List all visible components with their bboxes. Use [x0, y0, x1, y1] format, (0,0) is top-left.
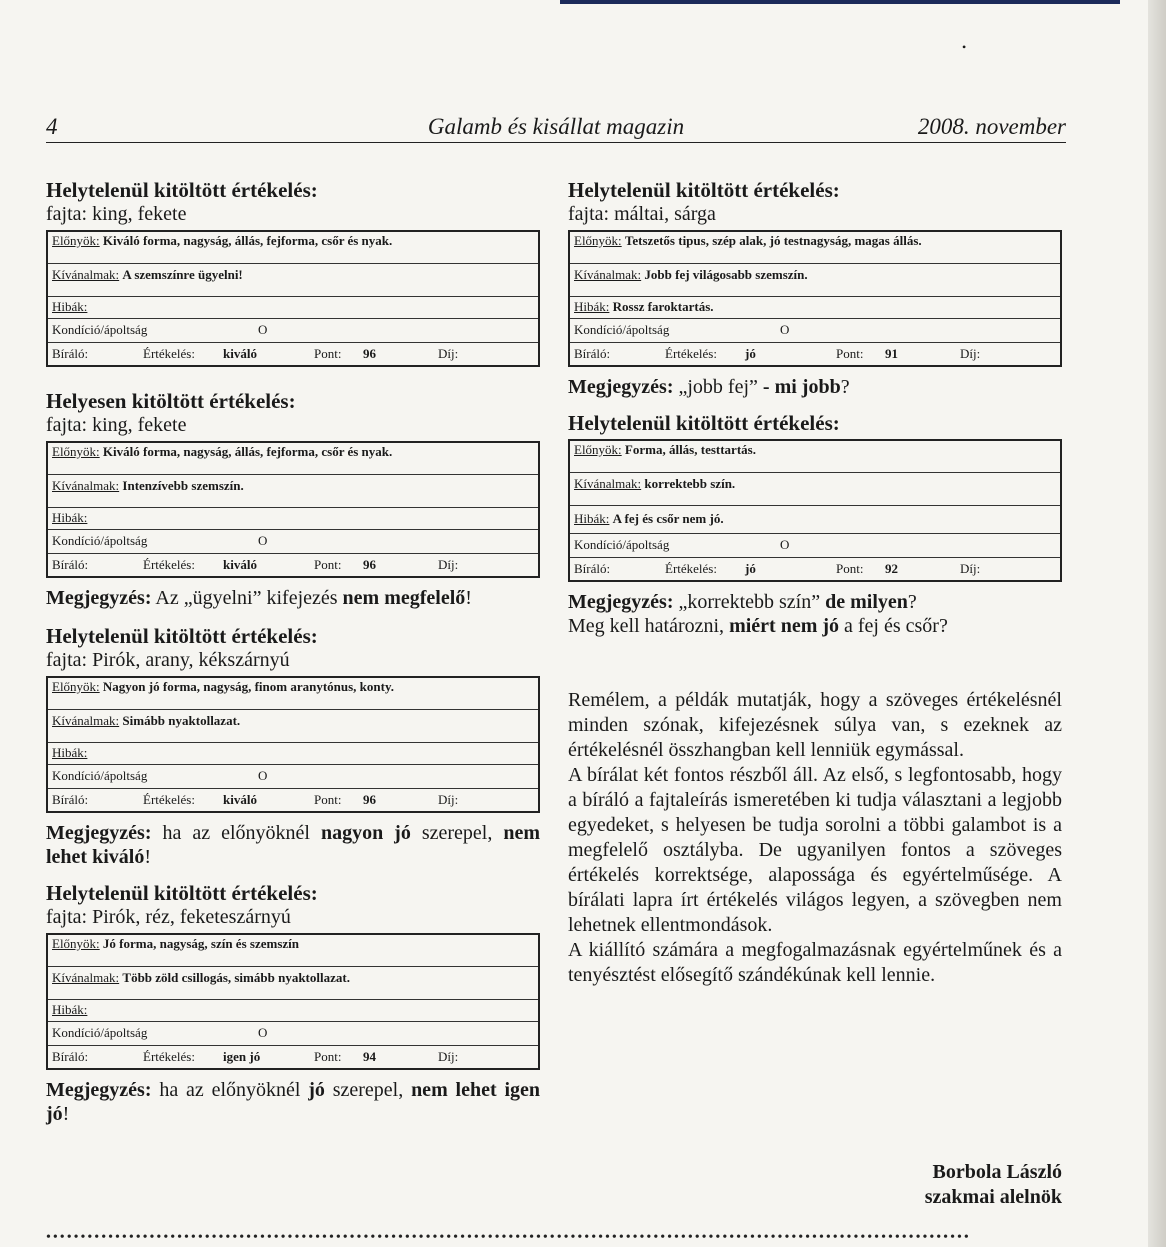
form-row-faults	[570, 506, 1060, 534]
condition-label: Kondíció/ápoltság	[52, 1025, 148, 1040]
prize-label: Díj:	[438, 792, 459, 807]
form-row-faults	[48, 297, 538, 319]
advantages-value: Forma, állás, testtartás.	[624, 442, 756, 457]
advantages-label: Előnyök:	[52, 233, 100, 248]
condition-value: O	[780, 537, 790, 552]
form-row-condition	[48, 530, 538, 554]
evaluation-form	[568, 230, 1062, 367]
note-label: Megjegyzés:	[46, 1079, 152, 1101]
form-row-requirements	[48, 264, 538, 297]
body-paragraph: A bírálat két fontos részből áll. Az első, s legfontosabb, hogy a bíráló a fajtaleírás ismeretében ki tudja választani a legjobb egyedeket, s helyesen be tudja sorolni a többi galambot is a megfelelő osztályba. De ugyanilyen fontos a szöveges értékelés korrektsége, alapossága és egyértelműsége. A bírálati lapra írt értékelés világos legyen, a szövegben nem lehetnek ellentmondások.	[568, 764, 1062, 936]
breed-line: fajta: king, fekete	[46, 414, 187, 436]
requirements-value: korrektebb szín.	[644, 476, 736, 491]
note-emphasis: miért nem jó	[729, 615, 840, 637]
condition-label: Kondíció/ápoltság	[574, 537, 670, 552]
form-row-requirements	[48, 710, 538, 743]
note-text: !	[62, 1103, 70, 1125]
faults-label: Hibák:	[52, 510, 88, 525]
faults-label: Hibák:	[574, 511, 610, 526]
requirements-value: A szemszínre ügyelni!	[122, 267, 243, 282]
requirements-label: Kívánalmak:	[574, 476, 642, 491]
note	[46, 1078, 540, 1126]
condition-value: O	[780, 322, 790, 337]
form-row-condition	[48, 319, 538, 343]
note-text: ha az előnyöknél	[151, 1079, 309, 1101]
example-title: Helytelenül kitöltött értékelés:	[46, 178, 318, 202]
note-emphasis: nem lehet kiváló	[46, 822, 541, 868]
rating-label: Értékelés:	[665, 346, 717, 361]
note-text: Meg kell határozni,	[568, 615, 730, 637]
body-paragraph: Remélem, a példák mutatják, hogy a szöveges értékelésnél minden szónak, kifejezésnek súlya van, s ezeknek az értékelésnél összhangban kell lenniük egymással.	[568, 689, 1062, 761]
prize-label: Díj:	[960, 346, 981, 361]
form-row-advantages	[570, 232, 1060, 264]
note	[568, 375, 1062, 399]
advantages-label: Előnyök:	[52, 679, 100, 694]
form-row-advantages	[570, 441, 1060, 473]
signature	[925, 1160, 1062, 1210]
points-label: Pont:	[314, 346, 342, 361]
note-label: Megjegyzés:	[46, 822, 152, 844]
advantages-label: Előnyök:	[574, 233, 622, 248]
speck-mark: •	[962, 40, 967, 54]
points-value: 91	[885, 346, 898, 361]
form-row-judge	[570, 558, 1060, 580]
requirements-label: Kívánalmak:	[52, 713, 120, 728]
faults-label: Hibák:	[52, 299, 88, 314]
judge-label: Bíráló:	[52, 557, 89, 572]
faults-value: Rossz faroktartás.	[612, 299, 714, 314]
form-row-advantages	[48, 232, 538, 264]
breed-line: fajta: Pirók, réz, feketeszárnyú	[46, 906, 291, 928]
top-edge-line	[560, 0, 1120, 4]
rating-label: Értékelés:	[143, 792, 195, 807]
evaluation-form	[46, 676, 540, 813]
example-title: Helytelenül kitöltött értékelés:	[568, 178, 840, 202]
advantages-label: Előnyök:	[574, 442, 622, 457]
note-emphasis: nagyon jó	[320, 822, 411, 844]
breed-line: fajta: máltai, sárga	[568, 203, 716, 225]
note-emphasis: - mi jobb	[762, 376, 841, 398]
note-text: „korrektebb szín”	[673, 591, 826, 613]
rating-label: Értékelés:	[143, 1049, 195, 1064]
evaluation-form	[568, 439, 1062, 582]
condition-label: Kondíció/ápoltság	[52, 768, 148, 783]
points-label: Pont:	[314, 792, 342, 807]
condition-label: Kondíció/ápoltság	[52, 533, 148, 548]
note-text: szerepel,	[324, 1079, 412, 1101]
advantages-label: Előnyök:	[52, 936, 100, 951]
rating-label: Értékelés:	[665, 561, 717, 576]
example-title: Helytelenül kitöltött értékelés:	[46, 881, 318, 905]
note-emphasis: de milyen	[825, 591, 908, 613]
note	[568, 590, 1062, 638]
rating-value: kiváló	[223, 557, 257, 572]
advantages-label: Előnyök:	[52, 444, 100, 459]
form-row-requirements	[48, 967, 538, 1000]
requirements-label: Kívánalmak:	[574, 267, 642, 282]
rating-value: kiváló	[223, 792, 257, 807]
example-title: Helyesen kitöltött értékelés:	[46, 389, 296, 413]
requirements-label: Kívánalmak:	[52, 970, 120, 985]
advantages-value: Kiváló forma, nagyság, állás, fejforma, csőr és nyak.	[102, 444, 393, 459]
form-row-faults	[48, 743, 538, 765]
dotted-rule: ••••••••••••••••••••••••••••••••••••••••••••••••••••••••••••••••••••••••••••••••••••••••••••••••••••••••••••••••••••••••••••••••••••••	[46, 1234, 971, 1242]
advantages-value: Nagyon jó forma, nagyság, finom aranytónus, konty.	[102, 679, 395, 694]
requirements-value: Simább nyaktollazat.	[122, 713, 241, 728]
form-row-advantages	[48, 935, 538, 967]
author-role: szakmai alelnök	[924, 1186, 1062, 1208]
note-emphasis: nem lehet igen jó	[46, 1079, 540, 1125]
points-value: 96	[363, 346, 376, 361]
faults-value: A fej és csőr nem jó.	[612, 511, 724, 526]
prize-label: Díj:	[960, 561, 981, 576]
form-row-judge	[570, 343, 1060, 365]
rating-value: jó	[745, 346, 756, 361]
rating-value: jó	[745, 561, 756, 576]
points-value: 92	[885, 561, 898, 576]
form-row-faults	[570, 297, 1060, 319]
faults-label: Hibák:	[574, 299, 610, 314]
note-text: Az „ügyelni” kifejezés	[155, 587, 343, 609]
requirements-label: Kívánalmak:	[52, 478, 120, 493]
points-value: 96	[363, 557, 376, 572]
example-title: Helytelenül kitöltött értékelés:	[46, 624, 318, 648]
note-label: Megjegyzés:	[46, 587, 152, 609]
note-label: Megjegyzés:	[568, 376, 674, 398]
form-row-faults	[48, 1000, 538, 1022]
note-label: Megjegyzés:	[568, 591, 674, 613]
form-row-advantages	[48, 678, 538, 710]
form-row-condition	[48, 765, 538, 789]
judge-label: Bíráló:	[52, 792, 89, 807]
form-row-judge	[48, 1046, 538, 1068]
evaluation-form	[46, 933, 540, 1070]
condition-value: O	[258, 533, 268, 548]
note-emphasis: jó	[308, 1079, 325, 1101]
page-header	[46, 114, 1066, 143]
form-row-requirements	[48, 475, 538, 508]
issue-date: 2008. november	[917, 114, 1066, 139]
form-row-condition	[570, 534, 1060, 558]
form-row-requirements	[570, 264, 1060, 297]
note	[46, 586, 540, 610]
note-text: „jobb fej”	[673, 376, 763, 398]
points-value: 94	[363, 1049, 376, 1064]
note-text: a fej és csőr?	[839, 615, 948, 637]
evaluation-form	[46, 230, 540, 367]
note-text: !	[144, 846, 152, 868]
advantages-value: Jó forma, nagyság, szín és szemszín	[102, 936, 299, 951]
judge-label: Bíráló:	[574, 561, 611, 576]
example-title: Helytelenül kitöltött értékelés:	[568, 411, 840, 435]
page-number: 4	[46, 114, 58, 139]
points-value: 96	[363, 792, 376, 807]
right-column	[568, 178, 1062, 988]
breed-line: fajta: Pirók, arany, kékszárnyú	[46, 649, 290, 671]
points-label: Pont:	[836, 346, 864, 361]
requirements-value: Jobb fej világosabb szemszín.	[644, 267, 808, 282]
breed-line: fajta: king, fekete	[46, 203, 187, 225]
form-row-judge	[48, 554, 538, 576]
prize-label: Díj:	[438, 1049, 459, 1064]
form-row-condition	[48, 1022, 538, 1046]
judge-label: Bíráló:	[52, 1049, 89, 1064]
points-label: Pont:	[836, 561, 864, 576]
magazine-title: Galamb és kisállat magazin	[427, 114, 685, 139]
note-text: szerepel,	[410, 822, 504, 844]
advantages-value: Tetszetős tipus, szép alak, jó testnagyság, magas állás.	[624, 233, 922, 248]
author-name: Borbola László	[932, 1161, 1062, 1183]
form-row-condition	[570, 319, 1060, 343]
faults-label: Hibák:	[52, 745, 88, 760]
note-text: ?	[907, 591, 917, 613]
faults-label: Hibák:	[52, 1002, 88, 1017]
body-paragraph: A kiállító számára a megfogalmazásnak egyértelműnek és a tenyésztést elősegítő szándékúnak kell lennie.	[568, 939, 1062, 986]
prize-label: Díj:	[438, 346, 459, 361]
prize-label: Díj:	[438, 557, 459, 572]
requirements-label: Kívánalmak:	[52, 267, 120, 282]
points-label: Pont:	[314, 557, 342, 572]
form-row-judge	[48, 789, 538, 811]
note-text: ?	[840, 376, 850, 398]
form-row-faults	[48, 508, 538, 530]
condition-value: O	[258, 322, 268, 337]
judge-label: Bíráló:	[574, 346, 611, 361]
points-label: Pont:	[314, 1049, 342, 1064]
condition-value: O	[258, 768, 268, 783]
condition-value: O	[258, 1025, 268, 1040]
requirements-value: Intenzívebb szemszín.	[122, 478, 244, 493]
form-row-judge	[48, 343, 538, 365]
rating-label: Értékelés:	[143, 346, 195, 361]
evaluation-form	[46, 441, 540, 578]
rating-value: kiváló	[223, 346, 257, 361]
form-row-advantages	[48, 443, 538, 475]
form-row-requirements	[570, 473, 1060, 506]
condition-label: Kondíció/ápoltság	[52, 322, 148, 337]
judge-label: Bíráló:	[52, 346, 89, 361]
note-text: !	[465, 587, 472, 609]
advantages-value: Kiváló forma, nagyság, állás, fejforma, csőr és nyak.	[102, 233, 393, 248]
condition-label: Kondíció/ápoltság	[574, 322, 670, 337]
rating-value: igen jó	[223, 1049, 261, 1064]
note-text: ha az előnyöknél	[151, 822, 321, 844]
requirements-value: Több zöld csillogás, simább nyaktollazat.	[122, 970, 350, 985]
note-emphasis: nem megfelelő	[342, 587, 466, 609]
rating-label: Értékelés:	[143, 557, 195, 572]
note	[46, 821, 540, 869]
page-edge-shadow	[1148, 0, 1166, 1247]
left-column	[46, 178, 540, 1138]
